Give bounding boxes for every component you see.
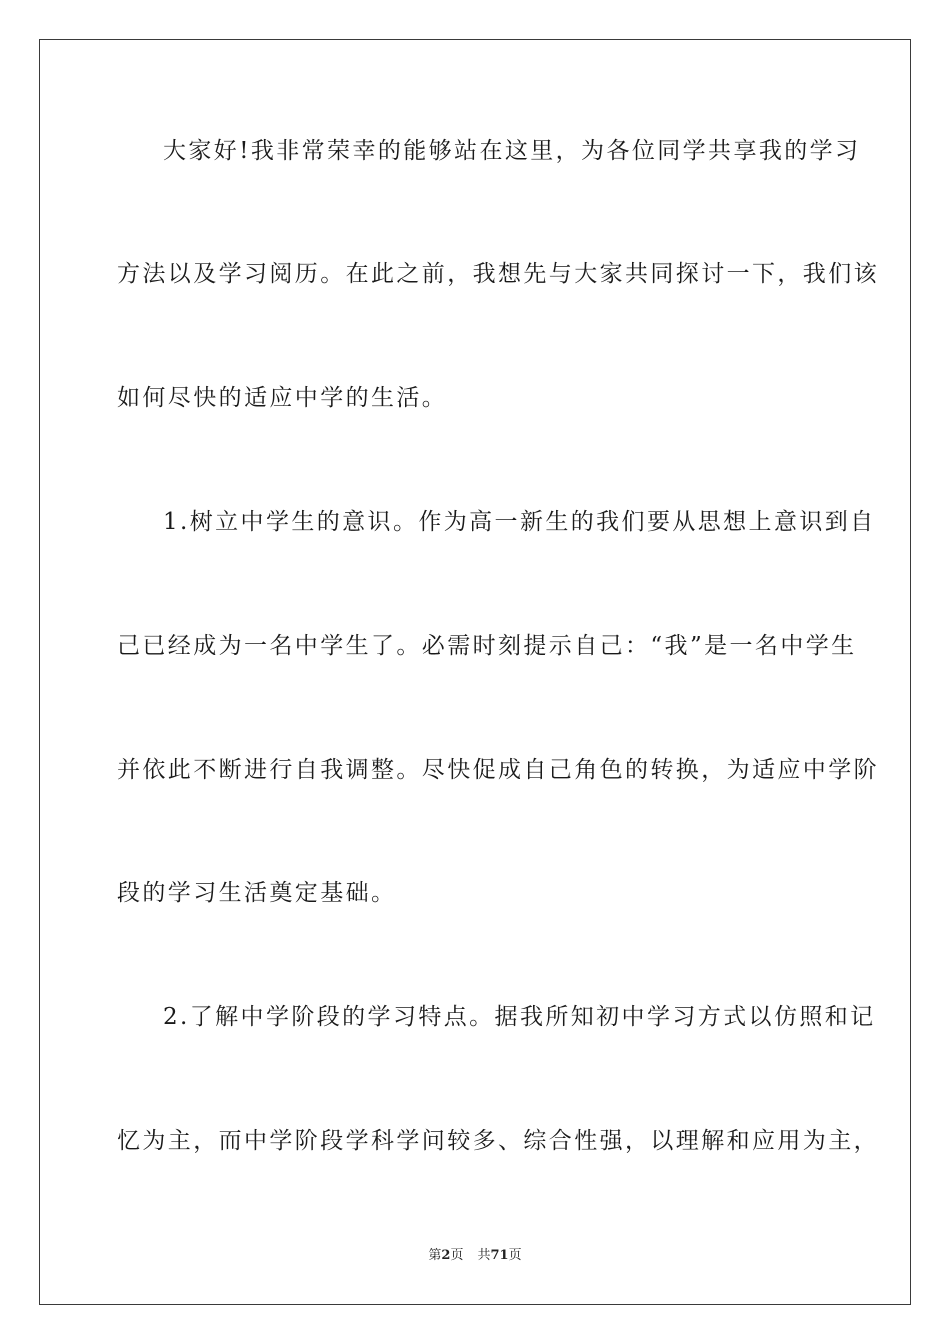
paragraph-2-line-2: 己已经成为一名中学生了。必需时刻提示自己：“我”是一名中学生 bbox=[117, 633, 857, 659]
total-pages-suffix: 页 bbox=[508, 1248, 522, 1263]
paragraph-2-line-4: 段的学习生活奠定基础。 bbox=[117, 880, 397, 906]
total-pages: 71 bbox=[490, 1248, 509, 1263]
page-border bbox=[39, 39, 911, 1305]
paragraph-3-line-2: 忆为主，而中学阶段学科学问较多、综合性强，以理解和应用为主， bbox=[117, 1128, 879, 1154]
total-pages-prefix: 共 bbox=[477, 1248, 491, 1263]
paragraph-1-line-3: 如何尽快的适应中学的生活。 bbox=[117, 385, 448, 411]
page-footer bbox=[0, 1247, 950, 1265]
paragraph-2-line-1: 1.树立中学生的意识。作为高一新生的我们要从思想上意识到自 bbox=[163, 509, 876, 535]
page-number-prefix: 第 bbox=[428, 1248, 442, 1263]
page-number-suffix: 页 bbox=[450, 1248, 464, 1263]
page-number: 2 bbox=[441, 1248, 451, 1263]
paragraph-1-line-1: 大家好!我非常荣幸的能够站在这里，为各位同学共享我的学习 bbox=[163, 138, 861, 164]
paragraph-2-line-3: 并依此不断进行自我调整。尽快促成自己角色的转换，为适应中学阶 bbox=[117, 757, 879, 783]
paragraph-3-line-1: 2.了解中学阶段的学习特点。据我所知初中学习方式以仿照和记 bbox=[163, 1004, 876, 1030]
paragraph-1-line-2: 方法以及学习阅历。在此之前，我想先与大家共同探讨一下，我们该 bbox=[117, 261, 879, 287]
